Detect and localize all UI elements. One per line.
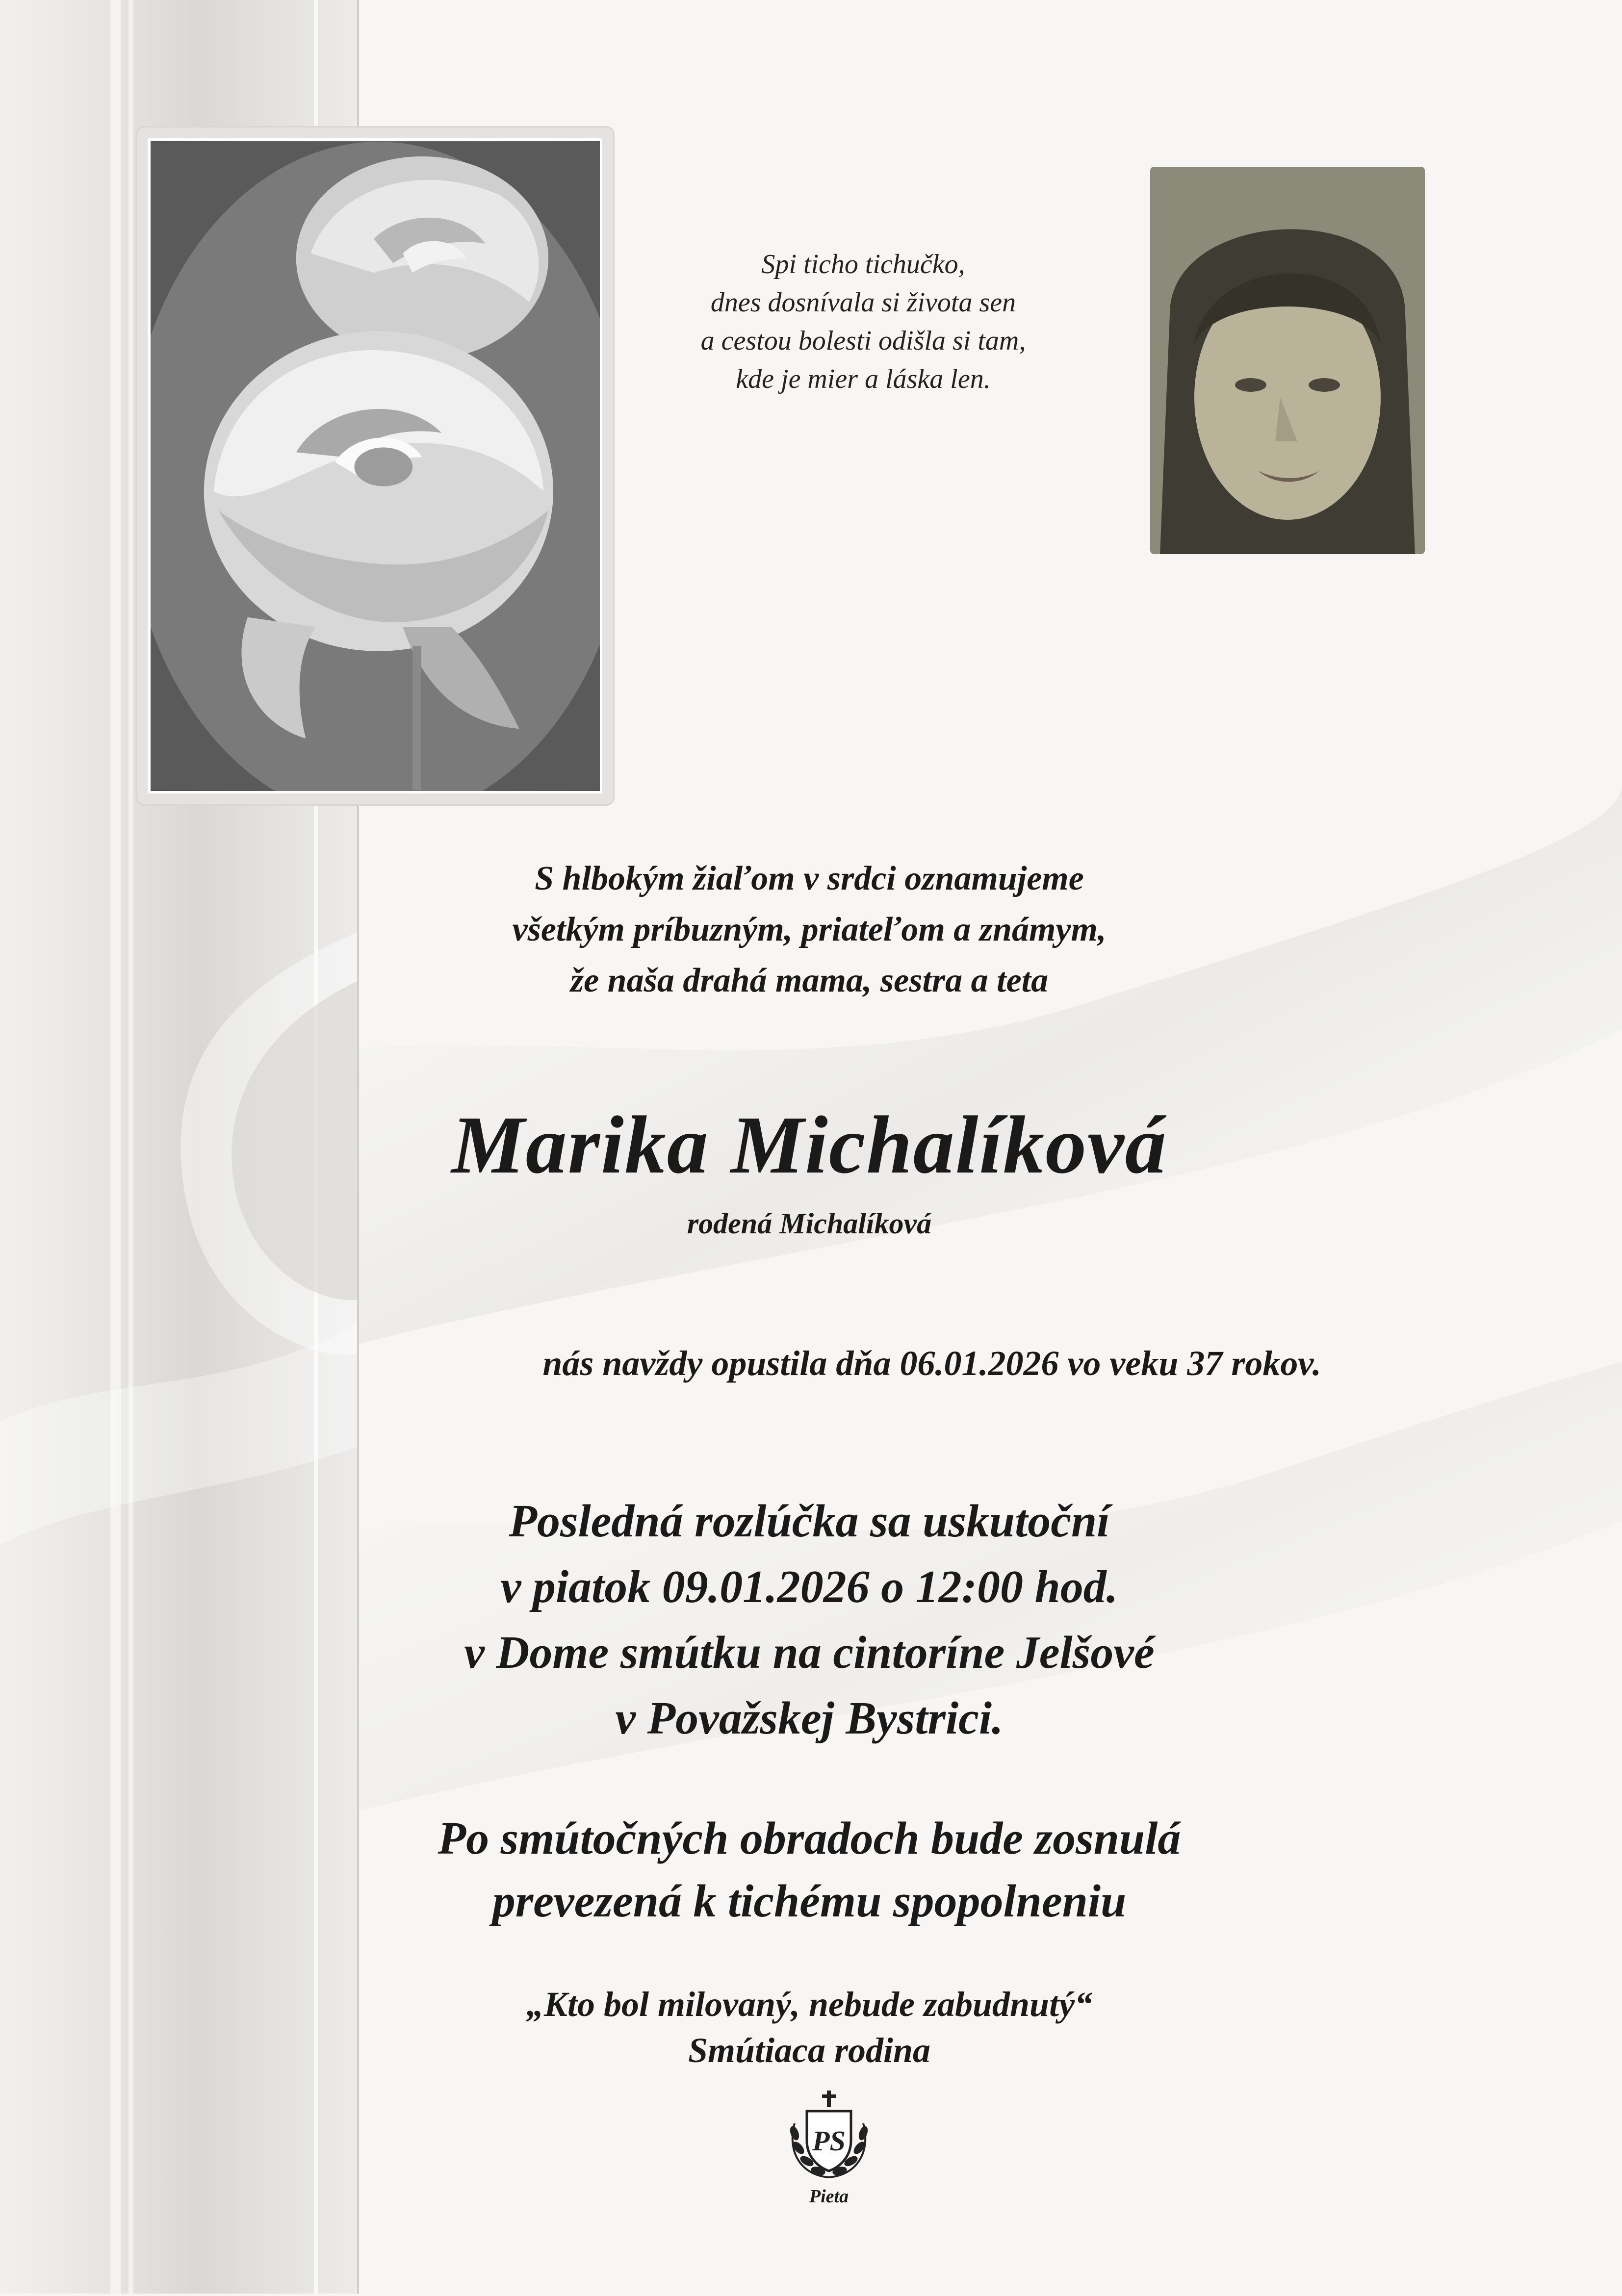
funeral-line: v Považskej Bystrici. [615, 1693, 1004, 1744]
verse-line: dnes dosnívala si života sen [710, 287, 1016, 318]
deceased-name: Marika Michalíková [451, 1099, 1167, 1191]
announcement-line: všetkým príbuzným, priateľom a známym, [512, 911, 1107, 948]
funeral-line: Posledná rozlúčka sa uskutoční [509, 1496, 1110, 1547]
verse-line: kde je mier a láska len. [736, 364, 991, 394]
closing-quote: „Kto bol milovaný, nebude zabudnutý“ [526, 1985, 1093, 2024]
cremation-line: Po smútočných obradoch bude zosnulá [438, 1813, 1181, 1864]
announcement [373, 853, 1246, 1006]
verse-line: a cestou bolesti odišla si tam, [700, 326, 1026, 356]
rose-photo [148, 138, 602, 793]
funeral-line: v piatok 09.01.2026 o 12:00 hod. [500, 1561, 1118, 1612]
deceased-portrait [1150, 167, 1425, 554]
date-of-death: nás navždy opustila dňa 06.01.2026 vo veku 37 rokov. [542, 1344, 1321, 1383]
closing-block [343, 1981, 1275, 2073]
pieta-logo [780, 2087, 878, 2209]
family-signature: Smútiaca rodina [688, 2031, 931, 2070]
verse-line: Spi ticho tichučko, [761, 249, 965, 280]
announcement-line: že naša drahá mama, sestra a teta [570, 962, 1049, 999]
funeral-line: v Dome smútku na cintoríne Jelšové [464, 1627, 1155, 1678]
logo-monogram: PS [812, 2125, 846, 2157]
maiden-name: rodená Michalíková [687, 1207, 932, 1240]
cremation-notice [343, 1807, 1275, 1933]
logo-caption: Pieta [809, 2186, 849, 2207]
memorial-verse [589, 245, 1138, 398]
funeral-details [343, 1488, 1275, 1751]
rose-photo-frame [137, 128, 613, 804]
cremation-line: prevezená k tichému spopolneniu [492, 1876, 1127, 1927]
rose-icon [151, 141, 600, 791]
portrait-photo-icon [1150, 167, 1425, 554]
pieta-wreath-cross-logo-icon [780, 2087, 878, 2185]
announcement-line: S hlbokým žiaľom v srdci oznamujeme [535, 860, 1084, 897]
